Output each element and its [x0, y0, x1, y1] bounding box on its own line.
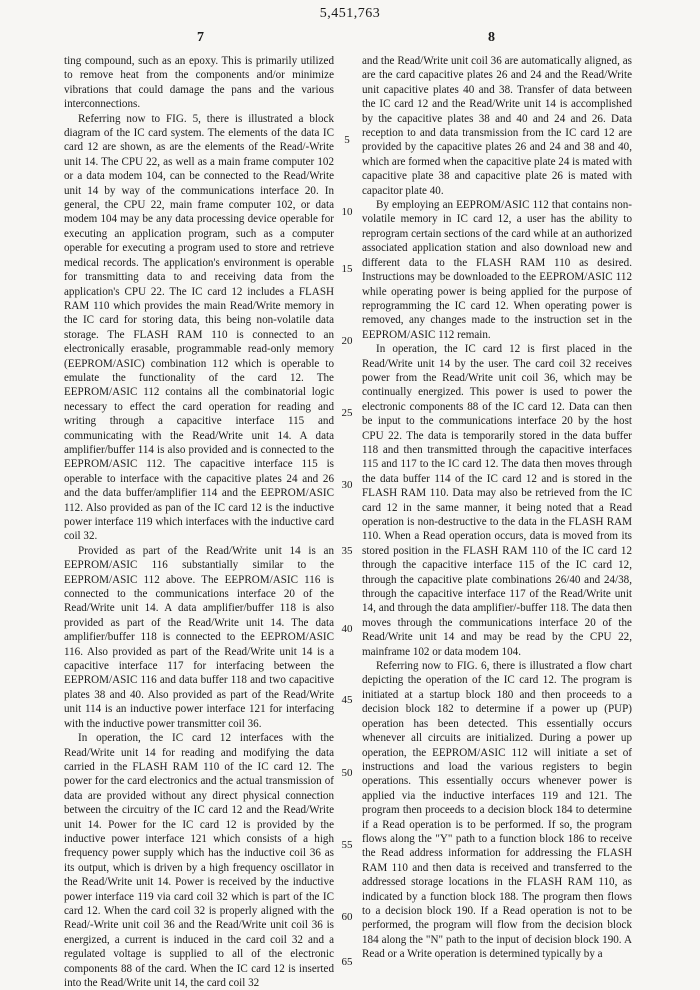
left-paragraph-4: In operation, the IC card 12 interfaces with the Read/Write unit 14 for reading and modifying the data carried in the FLASH RAM 110 of the IC card 12. The power for the card electronics and the actual transmission of data are provided without any direct physical connection between the circuitry of the IC card 12 and the Read/Write unit 14. Power for the IC card 12 is provided by the inductive power interface 121 which consists of a high frequency power supply which has the inductive coil 36 as its output, which is driven by a high frequency oscillator in the Read/Write unit 14. Power is received by the inductive power interface 119 via card coil 32 which is part of the IC card 12. When the card coil 32 is properly aligned with the Read/-Write unit coil 36 and the Read/Write unit coil 36 is energized, a current is induced in the card coil 32 and a regulated voltage is supplied to all of the electronic components 88 of the card. When the IC card 12 is inserted into the Read/Write unit 14, the card coil 32: [64, 732, 334, 989]
right-paragraph-1: and the Read/Write unit coil 36 are automatically aligned, as are the card capacitive plates 26 and 24 and the Read/Write unit capacitive plates 40 and 38. Transfer of data between the IC card 12 and the Read/Write unit 14 is accomplished by the capacitive plates 38 and 40 and 24 and 26. Data reception to and data transmission from the IC card 12 are provided by the capacitive plates 26 and 24 and 38 and 40, which are formed when the capacitive plate 24 is mated with capacitive plate 38 and capacitive plate 26 is mated with capacitor plate 40.: [362, 55, 632, 197]
line-number: 65: [341, 956, 353, 968]
line-number: 50: [341, 767, 353, 779]
right-paragraph-4: Referring now to FIG. 6, there is illustrated a flow chart depicting the operation of the IC card 12. The program is initiated at a startup block 180 and then proceeds to a decision block 182 to determine if a power up (PUP) operation has been detected. This essentially occurs whenever all circuits are initialized. During a power up operation, the EEPROM/ASIC 112 will initiate a set of instructions and load the various registers to begin operations. This essentially occurs whenever power is applied via the inductive interfaces 119 and 121. The program then proceeds to a decision block 184 to determine if a Read operation is to be performed. If so, the program flows along the "Y" path to a function block 186 to receive the Read address information for addressing the FLASH RAM 110 and then data is received and transferred to the addressed storage locations in the FLASH RAM 110, as indicated by a function block 188. The program then flows to a decision block 190. If a Read operation is not to be performed, the program will flow from the decision block 184 along the "N" path to the input of decision block 190. A Read or a Write operation is determined typically by a: [362, 660, 632, 961]
left-text-column: [64, 54, 334, 990]
line-number: 60: [341, 911, 353, 923]
line-number: 20: [341, 335, 353, 347]
patent-number: 5,451,763: [319, 6, 381, 21]
line-number: 55: [341, 839, 353, 851]
line-number: 10: [341, 206, 353, 218]
left-paragraph-1: ting compound, such as an epoxy. This is primarily utilized to remove heat from the components and/or minimize vibrations that could damage the pans and the various interconnections.: [64, 55, 334, 111]
right-text-column: [362, 54, 632, 962]
line-number: 40: [341, 623, 353, 635]
line-number: 45: [341, 694, 353, 706]
line-number: 35: [341, 545, 353, 557]
right-column-number: 8: [488, 30, 495, 45]
left-paragraph-2: Referring now to FIG. 5, there is illustrated a block diagram of the IC card system. The elements of the data IC card 12 are shown, as are the elements of the Read/-Write unit 14. The CPU 22, as well as a main frame computer 102 or a data modem 104, can be connected to the Read/Write unit 14 by way of the communications interface 20. In general, the CPU 22, main frame computer 102, or data modem 104 may be any data processing device operable for executing an application program, such as a computer operable for executing a program used to store and retrieve medical records. The application's environment is operable for transmitting data to and receiving data from the application's CPU 22. The IC card 12 includes a FLASH RAM 110 which provides the main Read/Write memory in the IC card for storing data, this being non-volatile data storage. The FLASH RAM 110 is connected to an electronically erasable, programmable read-only memory (EEPROM/ASIC) combination 112 which is operable to emulate the functionality of the card 12. The EEPROM/ASIC 112 contains all the combinatorial logic necessary to effect the card operation for reading and writing through a capacitive interface 115 and communicating with the Read/Write unit 14. A data amplifier/buffer 114 is also provided and is connected to the EEPROM/ASIC 112. The capacitive interface 115 is operable to interface with the capacitive plates 24 and 26 and the data buffer/amplifier 114 and the EEPROM/ASIC 112. Also provided as pan of the IC card 12 is the inductive power interface 119 which interfaces with the inductive card coil 32.: [64, 112, 334, 543]
right-paragraph-3: In operation, the IC card 12 is first placed in the Read/Write unit 14 by the user. The card coil 32 receives power from the Read/Write unit coil 36, which may be continually energized. This power is used to power the electronic components 88 of the IC card 12. Data can then be input to the communications interface 20 by the host CPU 22. The data is temporarily stored in the data buffer 118 and then transmitted through the capacitive interfaces 115 and 117 to the IC card 12. The data then moves through the data buffer 114 of the IC card 12 and is stored in the FLASH RAM 110. Data may also be retrieved from the IC card 12 in the same manner, it being noted that a Read operation is non-destructive to the data in the FLASH RAM 110. When a Read operation occurs, data is moved from its stored position in the FLASH RAM 110 of the IC card 12 through the capacitive interface 115 of the IC card 12, through the capacitive plate combinations 26/40 and 24/38, through the capacitive interface 117 of the Read/Write unit 14, and through the data amplifier/-buffer 118. The data then moves through the communications interface 20 of the Read/Write unit 14 and may be read by the CPU 22, mainframe 102 or data modem 104.: [362, 343, 632, 658]
line-number: 5: [344, 134, 350, 146]
line-number: 15: [341, 263, 353, 275]
line-number: 30: [341, 479, 353, 491]
left-column-number: 7: [197, 30, 204, 45]
left-paragraph-3: Provided as part of the Read/Write unit 14 is an EEPROM/ASIC 116 substantially similar to the EEPROM/ASIC 112 above. The EEPROM/ASIC 116 is connected to the communications interface 20 of the Read/Write unit 14. A data amplifier/buffer 118 is also provided as part of the Read/Write unit 14. The data amplifier/buffer 118 is connected to the EEPROM/ASIC 116. Also provided as part of the Read/Write unit 14 is a capacitive interface 117 for interfacing between the EEPROM/ASIC 116 and data buffer 118 and two capacitive plates 38 and 40. Also provided as part of the Read/Write unit 114 is an inductive power interface 121 for interfacing with the inductive power transmitter coil 36.: [64, 544, 334, 730]
right-paragraph-2: By employing an EEPROM/ASIC 112 that contains non-volatile memory in IC card 12, a user has the ability to reprogram certain sections of the card while at an authorized associated application station and also download new and different data to the FLASH RAM 110 as desired. Instructions may be downloaded to the EEPROM/ASIC 112 while operating power is being applied for the purpose of reprogramming the IC card 12. When operating power is removed, any changes made to the instruction set in the EEPROM/ASIC 112 remain.: [362, 199, 632, 341]
line-number: 25: [341, 407, 353, 419]
